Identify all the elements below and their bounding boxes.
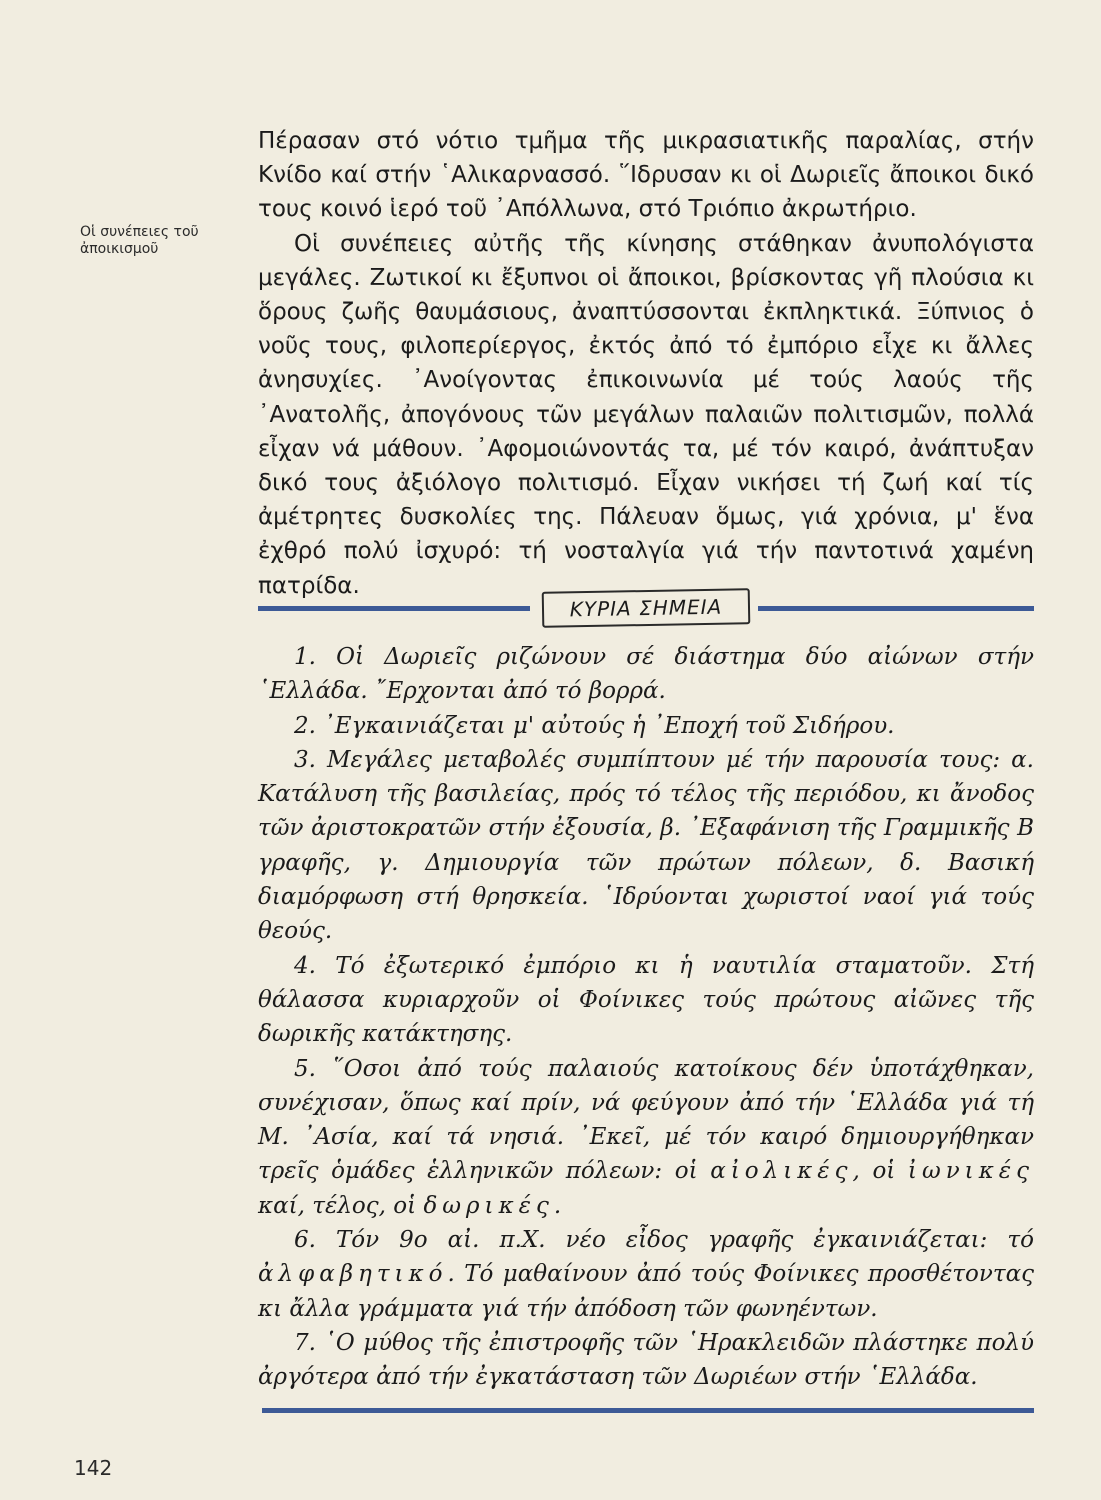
point-1: 1. Οἱ Δωριεῖς ριζώνουν σέ διάστημα δύο αἰώνων στήν ῾Ελλάδα. ῎Ερχονται ἀπό τό βορρά. xyxy=(258,644,1034,705)
point-7: 7. ῾Ο μύθος τῆς ἐπιστροφῆς τῶν ῾Ηρακλειδῶν πλάστηκε πολύ ἀργότερα ἀπό τήν ἐγκατάσταση τῶν Δωριέων στήν ῾Ελλάδα. xyxy=(258,1329,1034,1391)
rule-right xyxy=(758,606,1034,611)
term-dorikes: δωρικές xyxy=(423,1192,554,1219)
term-aiolikes: αἰολικές xyxy=(710,1158,853,1185)
body-text xyxy=(258,124,1034,603)
point-5-text: 5. ῞Οσοι ἀπό τούς παλαιούς κατοίκους δέν ὑποτάχθηκαν, συνέχισαν, ὅπως καί πρίν, νά φεύγουν ἀπό τήν ῾Ελλάδα γιά τή Μ. ᾿Ασία, καί τά νησιά. ᾿Εκεῖ, μέ τόν καιρό δημιουργήθηκαν τρεῖς ὁμάδες ἑλληνικῶν πόλεων: οἱ xyxy=(258,1055,1034,1185)
point-6-text: 6. Τόν 9ο αἰ. π.Χ. νέο εἶδος γραφῆς ἐγκαινιάζεται: τό xyxy=(294,1227,1034,1254)
point-4: 4. Τό ἐξωτερικό ἐμπόριο κι ἡ ναυτιλία σταματοῦν. Στή θάλασσα κυριαρχοῦν οἱ Φοίνικες τούς πρώτους αἰῶνες τῆς δωρικῆς κατάκτησης. xyxy=(258,952,1034,1048)
point-5-sep: , οἱ xyxy=(852,1158,896,1185)
term-ionikes: ἰωνικές xyxy=(907,1158,1035,1185)
point-5-end: . xyxy=(553,1192,562,1219)
point-5-text-2: καί, τέλος, οἱ xyxy=(258,1192,417,1219)
rule-bottom xyxy=(262,1408,1034,1413)
paragraph-2: Οἱ συνέπειες αὐτῆς τῆς κίνησης στάθηκαν ἀνυπολόγιστα μεγάλες. Ζωτικοί κι ἔξυπνοι οἱ ἄποικοι, βρίσκοντας γῆ πλούσια κι ὅρους ζωῆς θαυμάσιους, ἀναπτύσσονται ἐκπληκτικά. Ξύπνιος ὁ νοῦς τους, φιλοπερίεργος, ἐκτός ἀπό τό ἐμπόριο εἶχε κι ἄλλες ἀνησυχίες. ᾿Ανοίγοντας ἐπικοινωνία μέ τούς λαούς τῆς ᾿Ανατολῆς, ἀπογόνους τῶν μεγάλων παλαιῶν πολιτισμῶν, πολλά εἶχαν νά μάθουν. ᾿Αφομοιώνοντάς τα, μέ τόν καιρό, ἀνάπτυξαν δικό τους ἀξιόλογο πολιτισμό. Εἶχαν νικήσει τή ζωή καί τίς ἀμέτρητες δυσκολίες της. Πάλευαν ὅμως, γιά χρόνια, μ' ἕνα ἐχθρό πολύ ἰσχυρό: τή νοσταλγία γιά τήν παντοτινά χαμένη πατρίδα. xyxy=(258,230,1034,599)
section-title: ΚΥΡΙΑ ΣΗΜΕΙΑ xyxy=(542,588,751,628)
point-5 xyxy=(258,1052,1034,1223)
page-number: 142 xyxy=(74,1456,113,1480)
point-2: 2. ᾿Εγκαινιάζεται μ' αὐτούς ἡ ᾿Εποχή τοῦ Σιδήρου. xyxy=(294,712,895,739)
key-points xyxy=(258,640,1034,1395)
rule-left xyxy=(258,606,530,611)
point-3: 3. Μεγάλες μεταβολές συμπίπτουν μέ τήν παρουσία τους: α. Κατάλυση τῆς βασιλείας, πρός τό τέλος τῆς περιόδου, κι ἄνοδος τῶν ἀριστοκρατῶν στήν ἐξουσία, β. ᾿Εξαφάνιση τῆς Γραμμικῆς Β γραφῆς, γ. Δημιουργία τῶν πρώτων πόλεων, δ. Βασική διαμόρφωση στή θρησκεία. ῾Ιδρύονται χωριστοί ναοί γιά τούς θεούς. xyxy=(258,746,1034,945)
point-6 xyxy=(258,1223,1034,1326)
section-header xyxy=(258,584,1034,634)
paragraph-1: Πέρασαν στό νότιο τμῆμα τῆς μικρασιατικῆς παραλίας, στήν Κνίδο καί στήν ῾Αλικαρνασσό. ῞Ιδρυσαν κι οἱ Δωριεῖς ἄποικοι δικό τους κοινό ἱερό τοῦ ᾿Απόλλωνα, στό Τριόπιο ἀκρωτήριο. xyxy=(258,128,1034,223)
point-6-text-2: . Τό μαθαίνουν ἀπό τούς Φοίνικες προσθέτοντας κι ἄλλα γράμματα γιά τήν ἀπόδοση τῶν φωνηέντων. xyxy=(258,1261,1034,1322)
margin-note: Οἱ συνέπειες τοῦ ἀποικισμοῦ xyxy=(80,224,199,257)
term-alfavitiko: ἀλφαβητικό xyxy=(258,1261,448,1288)
